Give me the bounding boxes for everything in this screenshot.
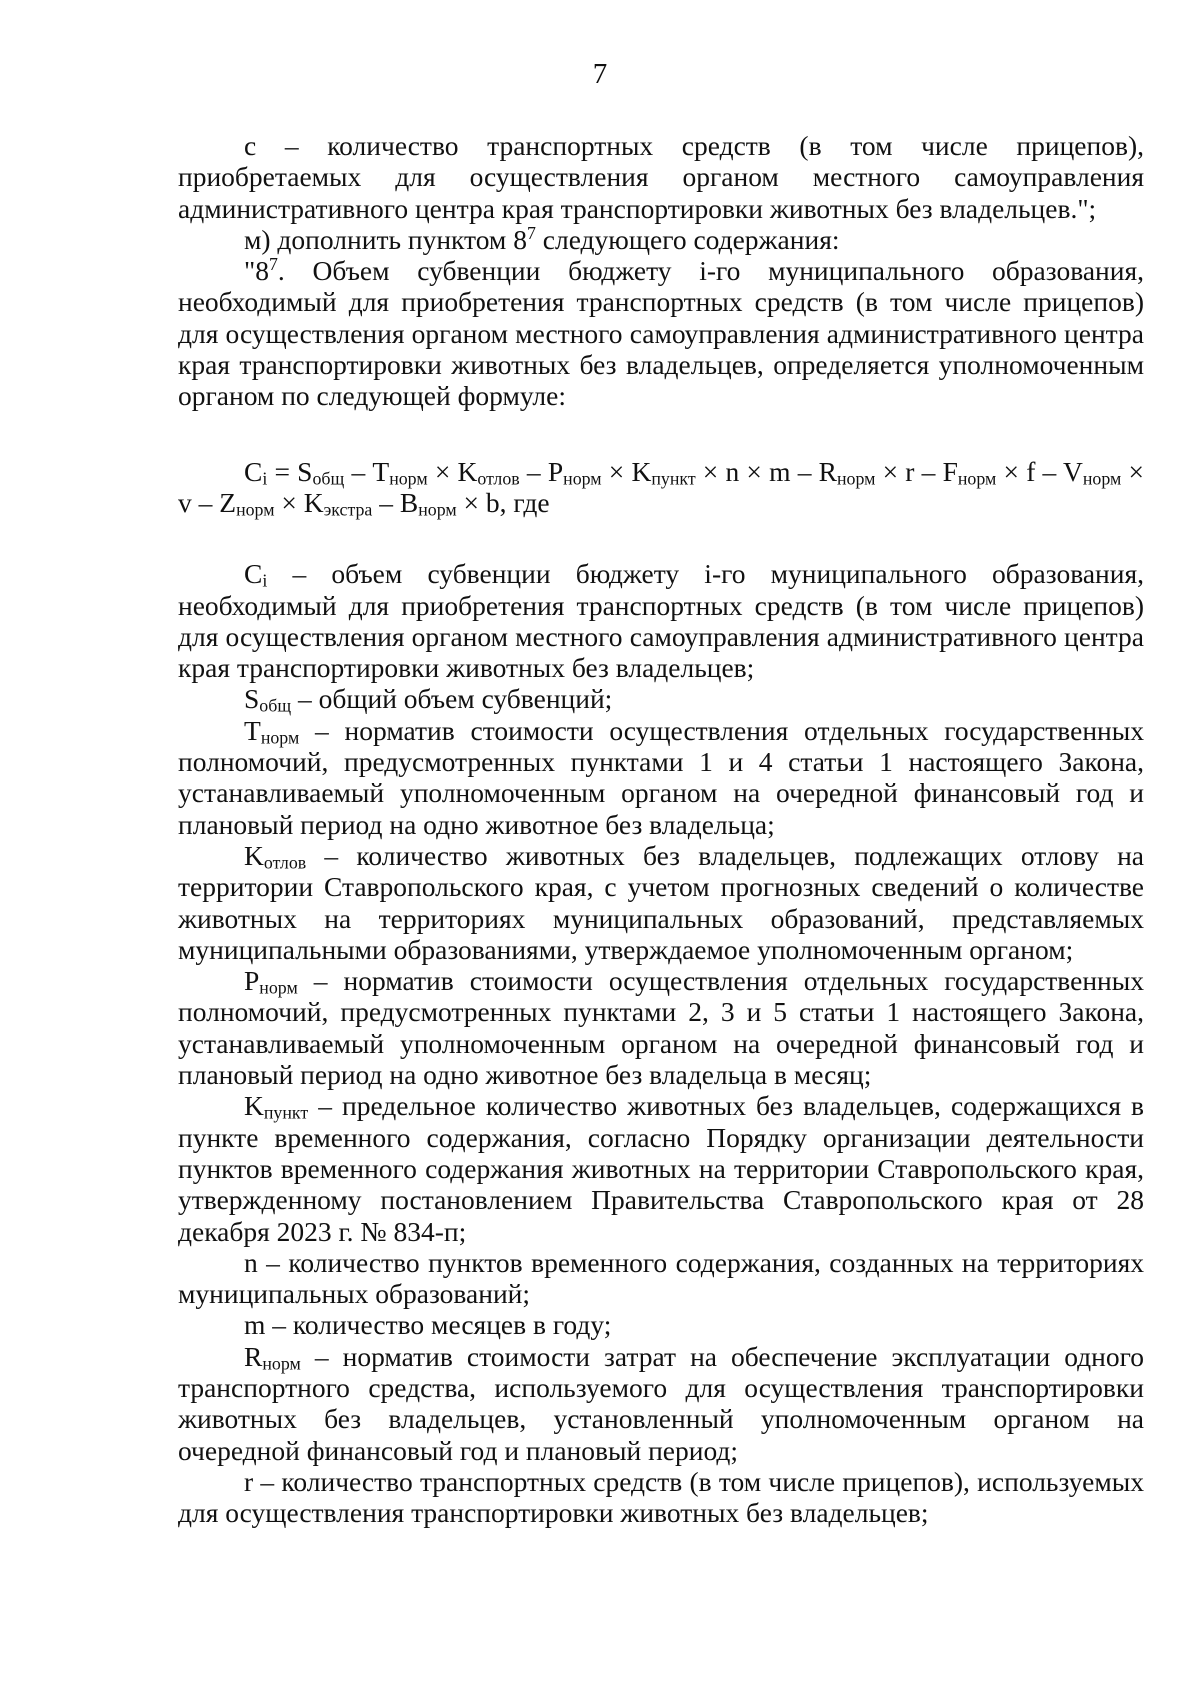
page-number: 7 [592,58,608,90]
definition-p: $P_{норм}$ – норматив стоимости осуществления отдельных государственных полномочий, предусмотренных пунктами 2, 3 и 5 статьи 1 настоящего Закона, устанавливаемый уполномоченным органом на очередной финансовый год и плановый период на одно животное без владельца в месяц; [178,965,1144,1091]
definition-m: m – количество месяцев в году; [244,1309,612,1341]
definition-r: $R_{норм}$ – норматив стоимости затрат на обеспечение эксплуатации одного транспортного средства, используемого для осуществления транспортировки животных без владельцев, установленный уполномоченным органом на очередной финансовый год и плановый период; [178,1340,1144,1466]
formula: $C_i = S_{общ} - T_{норм} \times K_{отлов} - P_{норм} \times K_{пункт} \times n \times m - R_{норм} \times r - F_{норм} \times f - V_{норм} \times v - Z_{норм} \times K_{экстра} - B_{норм} \times b$, где [178,455,1144,520]
paragraph-m: м) дополнить пунктом $8^7$ следующего содержания: [244,223,840,255]
definition-t: $T_{норм}$ – норматив стоимости осуществления отдельных государственных полномочий, предусмотренных пунктами 1 и 4 статьи 1 настоящего Закона, устанавливаемый уполномоченным органом на очередной финансовый год и плановый период на одно животное без владельца; [178,714,1144,840]
definition-s: $S_{общ}$ – общий объем субвенций; [244,683,613,717]
paragraph-8-7: "$8^7$. Объем субвенции бюджету i-го муниципального образования, необходимый для приобретения транспортных средств (в том числе прицепов) для осуществления органом местного самоуправления административного центра края транспортировки животных без владельцев, определяется уполномоченным органом по следующей формуле: [178,254,1144,412]
document-body [178,130,1144,1528]
definition-n: n – количество пунктов временного содержания, созданных на территориях муниципальных образований; [178,1246,1144,1310]
definition-r-count: r – количество транспортных средств (в том числе прицепов), используемых для осуществления транспортировки животных без владельцев; [178,1465,1144,1529]
paragraph-c-continuation: с – количество транспортных средств (в том числе прицепов), приобретаемых для осуществления органом местного самоуправления административного центра края транспортировки животных без владельцев."; [178,130,1144,224]
definition-k-punkt: $K_{пункт}$ – предельное количество животных без владельцев, содержащихся в пункте временного содержания, согласно Порядку организации деятельности пунктов временного содержания животных на территории Ставропольского края, утвержденному постановлением Правительства Ставропольского края от 28 декабря 2023 г. № 834-п; [178,1090,1144,1247]
definition-ci: $C_i$ – объем субвенции бюджету i-го муниципального образования, необходимый для приобретения транспортных средств (в том числе прицепов) для осуществления органом местного самоуправления административного центра края транспортировки животных без владельцев; [178,558,1144,684]
definition-k-otlov: $K_{отлов}$ – количество животных без владельцев, подлежащих отлову на территории Ставропольского края, с учетом прогнозных сведений о количестве животных на территориях муниципальных образований, представляемых муниципальными образованиями, утверждаемое уполномоченным органом; [178,839,1144,965]
